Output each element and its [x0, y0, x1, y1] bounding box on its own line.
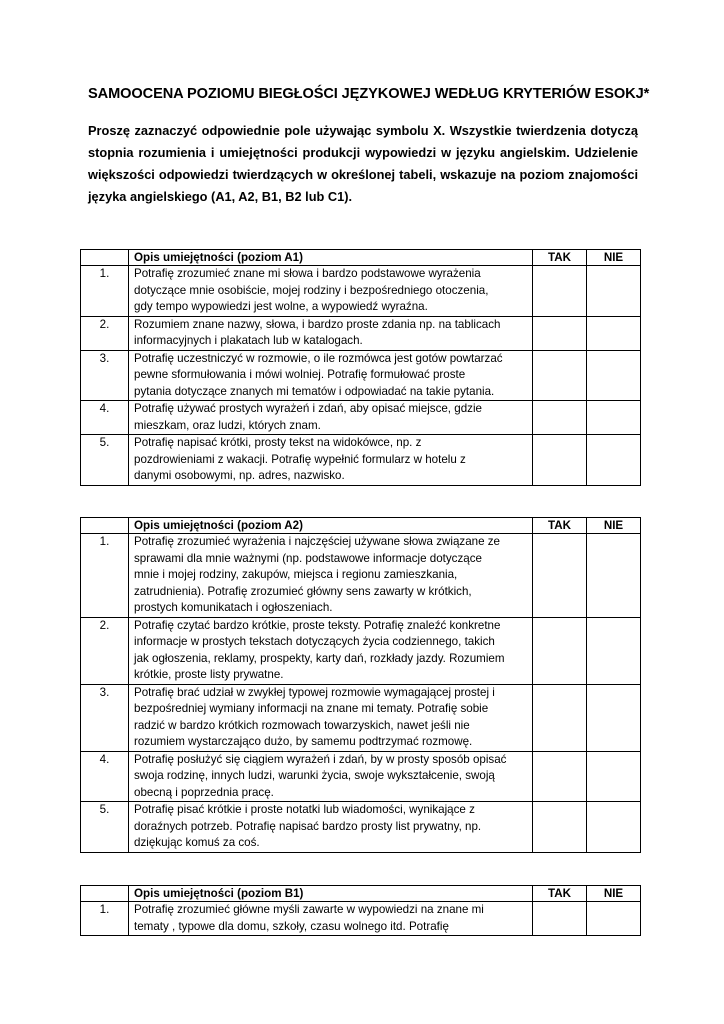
nie-header: NIE — [587, 250, 641, 266]
description-line: Potrafię czytać bardzo krótkie, proste teksty. Potrafię znaleźć konkretne — [134, 618, 501, 632]
skills-table-a1 — [80, 249, 641, 486]
row-number: 1. — [81, 534, 129, 618]
description-header: Opis umiejętności (poziom B1) — [129, 886, 533, 902]
description-line: doraźnych potrzeb. Potrafię napisać bardzo prosty list prywatny, np. — [134, 819, 482, 833]
skill-description — [129, 802, 533, 853]
tak-checkbox-cell[interactable] — [533, 435, 587, 486]
skills-table-a2 — [80, 517, 641, 853]
number-header-cell — [81, 518, 129, 534]
description-line: bezpośredniej wymiany informacji na znane mi tematy. Potrafię sobie — [134, 702, 489, 715]
description-line: tematy , typowe dla domu, szkoły, czasu wolnego itd. Potrafię — [134, 919, 449, 933]
row-number: 2. — [81, 316, 129, 350]
tak-header: TAK — [533, 250, 587, 266]
description-line: pewne sformułowania i mówi wolniej. Potrafię formułować proste — [134, 368, 466, 381]
description-line: Potrafię posłużyć się ciągiem wyrażeń i zdań, by w prosty sposób opisać — [134, 752, 507, 766]
skill-description — [129, 266, 533, 317]
description-line: danymi osobowymi, np. adres, nazwisko. — [134, 469, 345, 482]
row-number: 3. — [81, 684, 129, 751]
description-line: radzić w bardzo krótkich rozmowach towarzyskich, nawet jeśli nie — [134, 718, 470, 732]
nie-checkbox-cell[interactable] — [587, 802, 641, 853]
description-line: Potrafię zrozumieć znane mi słowa i bardzo podstawowe wyrażenia — [134, 267, 481, 280]
description-line: prostych komunikatach i ogłoszeniach. — [134, 601, 333, 614]
description-line: jak ogłoszenia, reklamy, prospekty, karty dań, rozkłady jazdy. Rozumiem — [134, 651, 505, 665]
row-number: 5. — [81, 802, 129, 853]
table-row — [81, 902, 641, 936]
document-title: SAMOOCENA POZIOMU BIEGŁOŚCI JĘZYKOWEJ WEDŁUG KRYTERIÓW ESOKJ* — [88, 86, 650, 102]
table-header-row — [81, 518, 641, 534]
table-header-row — [81, 886, 641, 902]
row-number: 1. — [81, 266, 129, 317]
skills-table-b1 — [80, 885, 641, 936]
description-header: Opis umiejętności (poziom A2) — [129, 518, 533, 534]
row-number: 4. — [81, 751, 129, 802]
nie-checkbox-cell[interactable] — [587, 401, 641, 435]
row-number: 5. — [81, 435, 129, 486]
nie-checkbox-cell[interactable] — [587, 435, 641, 486]
description-line: obecną i poprzednia pracę. — [134, 785, 274, 799]
description-line: pozdrowieniami z wakacji. Potrafię wypełnić formularz w hotelu z — [134, 452, 466, 466]
tak-header: TAK — [533, 886, 587, 902]
tak-checkbox-cell[interactable] — [533, 316, 587, 350]
number-header-cell — [81, 250, 129, 266]
table-row — [81, 751, 641, 802]
nie-checkbox-cell[interactable] — [587, 266, 641, 317]
description-line: Potrafię zrozumieć wyrażenia i najczęściej używane słowa związane ze — [134, 535, 501, 548]
nie-checkbox-cell[interactable] — [587, 751, 641, 802]
skill-description — [129, 350, 533, 401]
tak-checkbox-cell[interactable] — [533, 902, 587, 936]
tak-checkbox-cell[interactable] — [533, 534, 587, 618]
skill-description — [129, 534, 533, 618]
instructions-paragraph: Proszę zaznaczyć odpowiednie pole używając symbolu X. Wszystkie twierdzenia dotyczą stopnia rozumienia i umiejętności produkcji wypowiedzi w języku angielskim. Udzielenie większości odpowiedzi twierdzących w określonej tabeli, wskazuje na poziom znajomości języka angielskiego (A1, A2, B1, B2 lub C1). — [88, 123, 638, 204]
nie-checkbox-cell[interactable] — [587, 684, 641, 751]
skill-description — [129, 902, 533, 936]
table-row — [81, 617, 641, 684]
tak-checkbox-cell[interactable] — [533, 751, 587, 802]
table-row — [81, 534, 641, 618]
description-line: dziękując komuś za coś. — [134, 836, 260, 849]
skill-description — [129, 751, 533, 802]
table-row — [81, 350, 641, 401]
tak-checkbox-cell[interactable] — [533, 350, 587, 401]
description-line: gdy tempo wypowiedzi jest wolne, a wypowiedź wyraźna. — [134, 300, 428, 313]
skill-description — [129, 401, 533, 435]
nie-checkbox-cell[interactable] — [587, 316, 641, 350]
tak-checkbox-cell[interactable] — [533, 684, 587, 751]
skill-description — [129, 316, 533, 350]
table-row — [81, 316, 641, 350]
description-line: Potrafię używać prostych wyrażeń i zdań, aby opisać miejsce, gdzie — [134, 402, 482, 415]
nie-checkbox-cell[interactable] — [587, 534, 641, 618]
skill-description — [129, 435, 533, 486]
description-line: pytania dotyczące znanych mi tematów i odpowiadać na takie pytania. — [134, 384, 495, 398]
skill-description — [129, 617, 533, 684]
row-number: 4. — [81, 401, 129, 435]
tak-checkbox-cell[interactable] — [533, 266, 587, 317]
description-line: informacje w prostych tekstach dotyczących życia codziennego, takich — [134, 635, 495, 648]
nie-header: NIE — [587, 886, 641, 902]
description-line: Potrafię zrozumieć główne myśli zawarte w wypowiedzi na znane mi — [134, 903, 484, 916]
description-line: sprawami dla mnie ważnymi (np. podstawowe informacje dotyczące — [134, 551, 482, 565]
number-header-cell — [81, 886, 129, 902]
nie-checkbox-cell[interactable] — [587, 350, 641, 401]
nie-header: NIE — [587, 518, 641, 534]
table-row — [81, 435, 641, 486]
description-line: Potrafię brać udział w zwykłej typowej rozmowie wymagającej prostej i — [134, 685, 495, 699]
table-header-row — [81, 250, 641, 266]
row-number: 1. — [81, 902, 129, 936]
table-row — [81, 802, 641, 853]
table-row — [81, 266, 641, 317]
table-row — [81, 401, 641, 435]
description-line: mnie i mojej rodziny, zakupów, miejsca i regionu zamieszkania, — [134, 568, 458, 581]
description-line: krótkie, proste listy prywatne. — [134, 668, 284, 681]
description-line: Potrafię pisać krótkie i proste notatki lub wiadomości, wynikające z — [134, 803, 475, 816]
row-number: 2. — [81, 617, 129, 684]
table-row — [81, 684, 641, 751]
description-header: Opis umiejętności (poziom A1) — [129, 250, 533, 266]
tak-checkbox-cell[interactable] — [533, 802, 587, 853]
nie-checkbox-cell[interactable] — [587, 617, 641, 684]
tak-header: TAK — [533, 518, 587, 534]
tak-checkbox-cell[interactable] — [533, 617, 587, 684]
description-line: rozumiem wystarczająco dużo, by samemu podtrzymać rozmowę. — [134, 735, 473, 748]
skill-description — [129, 684, 533, 751]
tak-checkbox-cell[interactable] — [533, 401, 587, 435]
description-line: swoja rodzinę, innych ludzi, warunki życia, swoje wykształcenie, swoją — [134, 769, 495, 782]
nie-checkbox-cell[interactable] — [587, 902, 641, 936]
description-line: Potrafię uczestniczyć w rozmowie, o ile rozmówca jest gotów powtarzać — [134, 351, 503, 365]
description-line: Potrafię napisać krótki, prosty tekst na widokówce, np. z — [134, 436, 422, 449]
description-line: dotyczące mnie osobiście, mojej rodziny i bezpośredniego otoczenia, — [134, 283, 489, 297]
row-number: 3. — [81, 350, 129, 401]
description-line: informacyjnych i plakatach lub w katalogach. — [134, 334, 363, 347]
description-line: mieszkam, oraz ludzi, których znam. — [134, 418, 321, 432]
description-line: zatrudnienia). Potrafię zrozumieć główny sens zawarty w krótkich, — [134, 584, 472, 598]
description-line: Rozumiem znane nazwy, słowa, i bardzo proste zdania np. na tablicach — [134, 317, 501, 331]
